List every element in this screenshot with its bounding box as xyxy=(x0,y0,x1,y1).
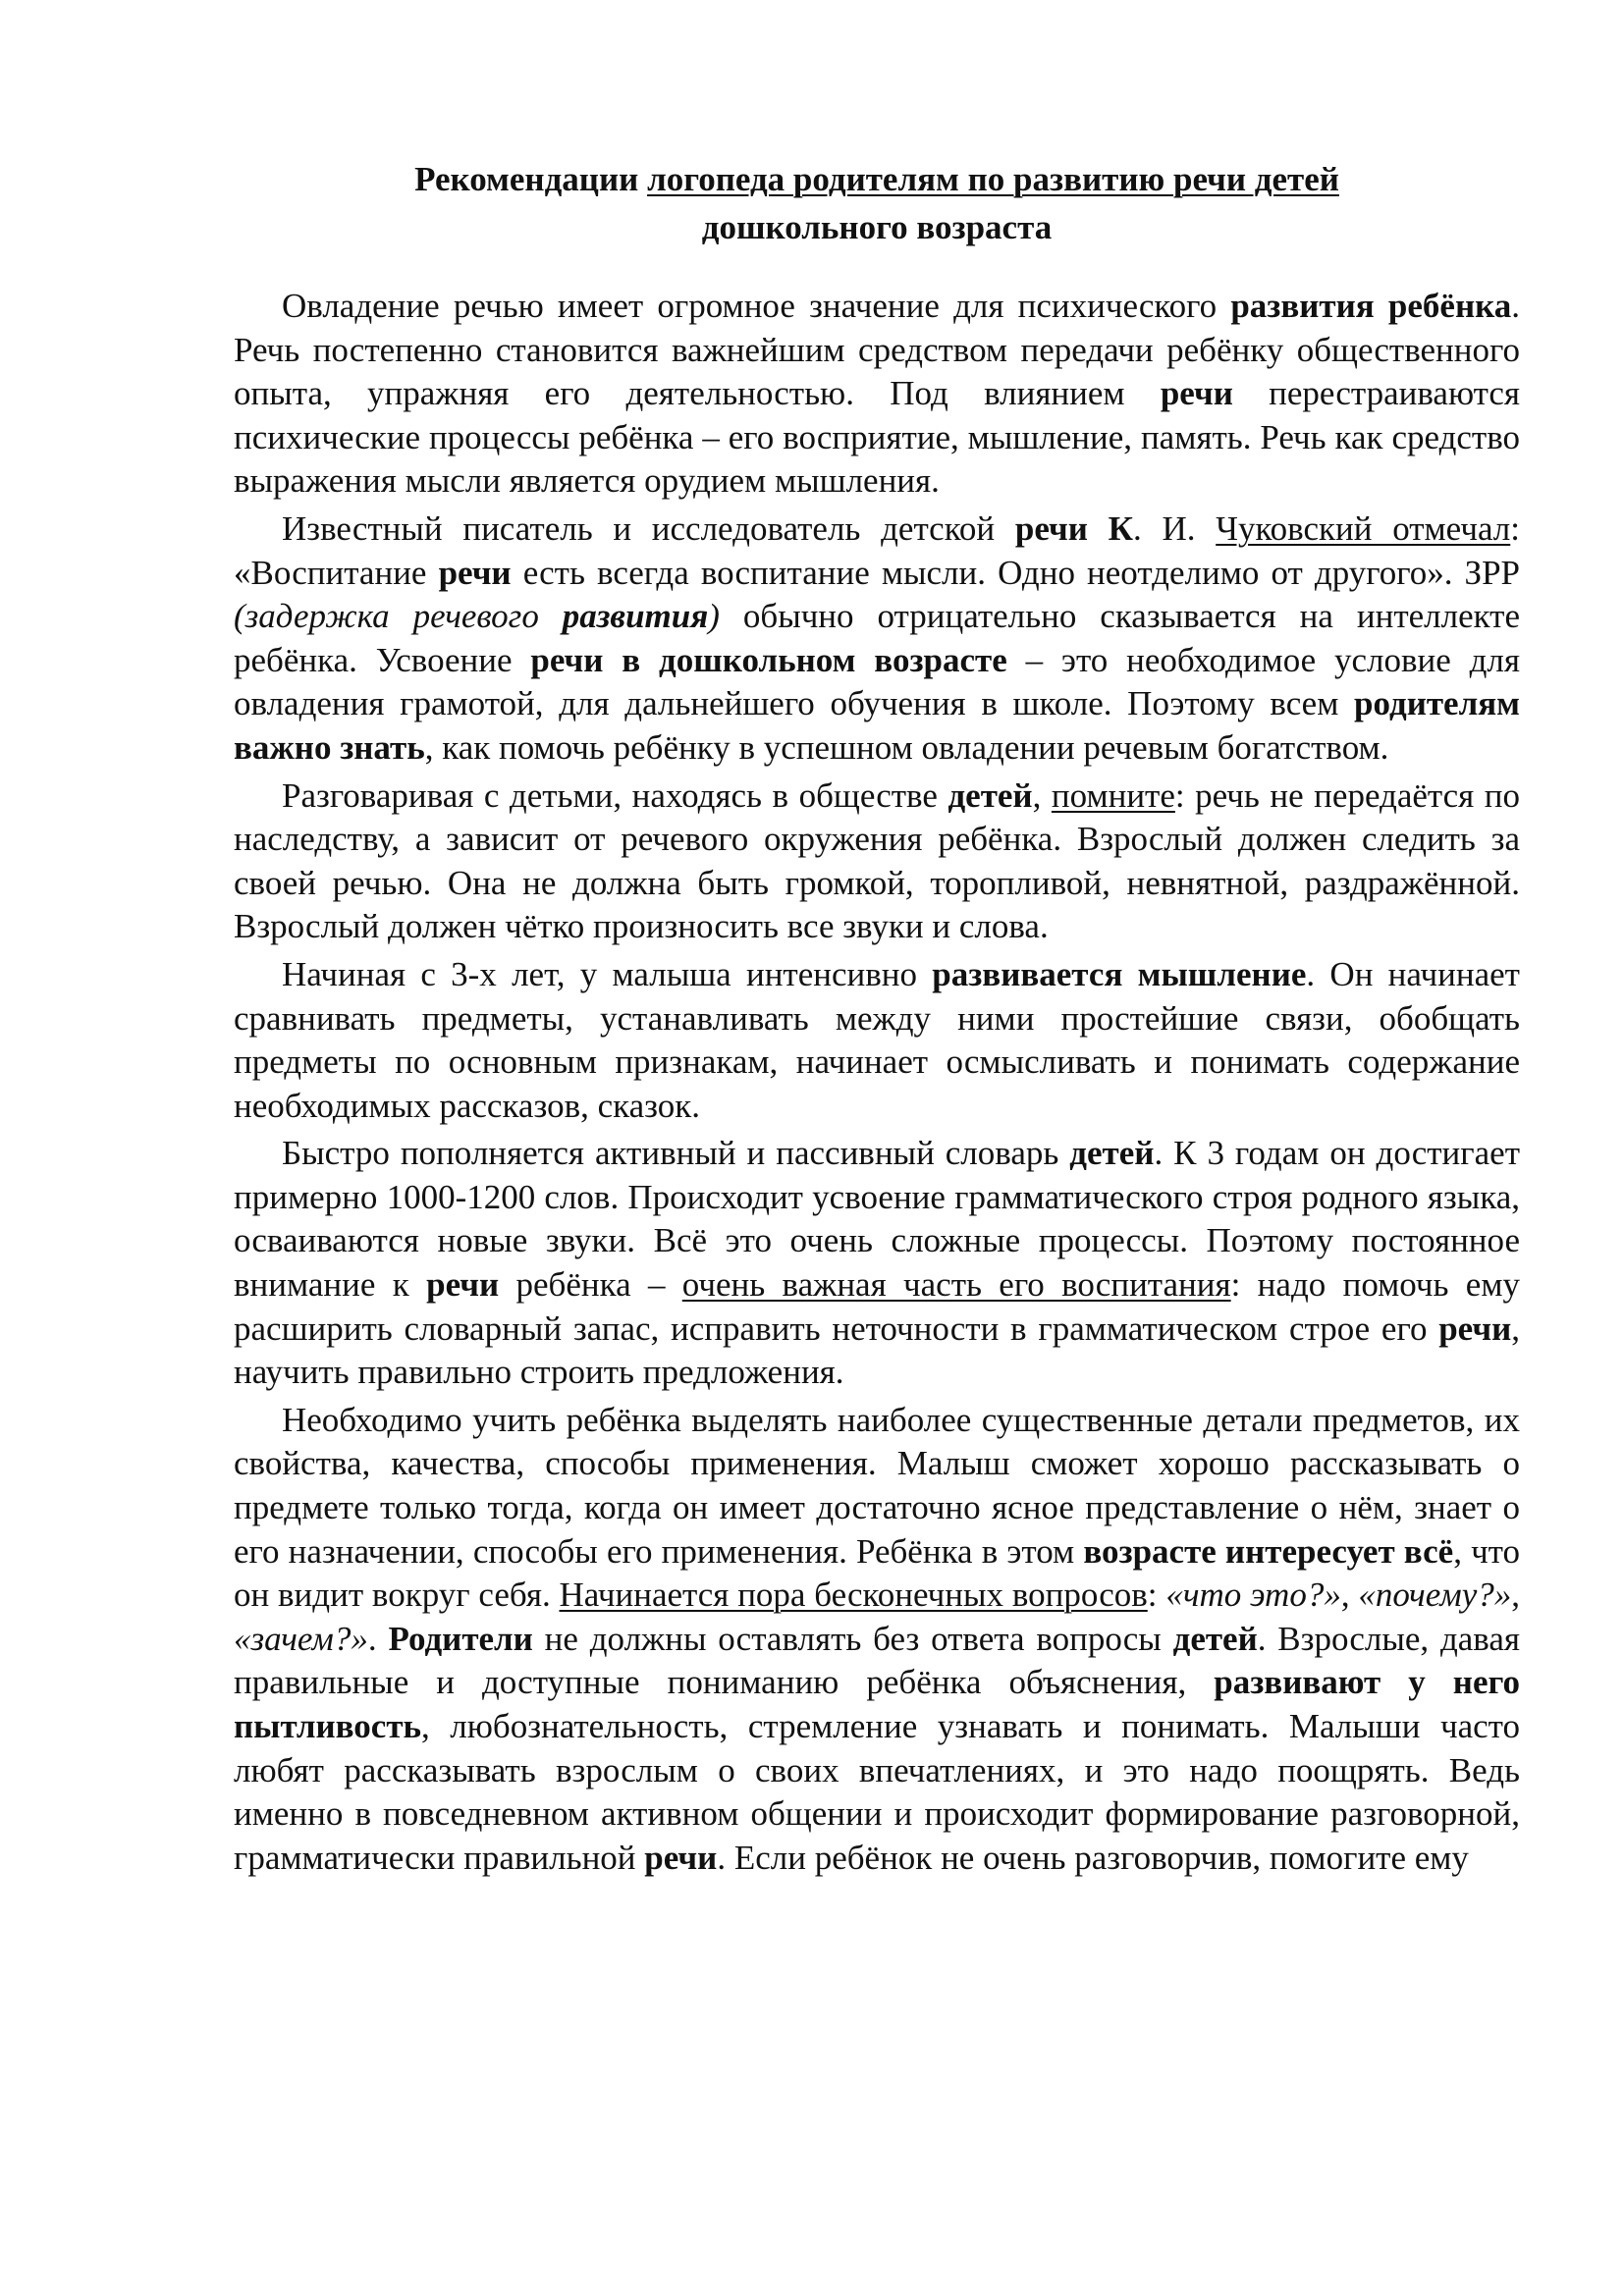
text-run: Известный писатель и исследователь детской xyxy=(282,508,1015,548)
text-run: . Он начинает сравнивать предметы, устанавливать между ними простейшие связи, обобщать предметы по основным признакам, начинает осмысливать и понимать содержание необходимых рассказов, сказок. xyxy=(234,954,1520,1125)
text-run: , xyxy=(1032,775,1052,815)
text-run: . Взрослые, давая правильные и доступные пониманию ребёнка объяснения, xyxy=(234,1619,1521,1702)
title-line-2: дошкольного возраста xyxy=(701,208,1053,246)
text-run: : речь не передаётся по наследству, а зависит от речевого окружения ребёнка. Взрослый должен следить за своей речью. Она не должна быть громкой, торопливой, невнятной, раздражённой. Взрослый должен чётко произносить все звуки и слова. xyxy=(234,775,1521,946)
underlined-run: Начинается пора бесконечных вопросов xyxy=(559,1575,1148,1615)
bold-run: детей xyxy=(1172,1619,1258,1658)
italic-run: «зачем?» xyxy=(234,1619,368,1658)
bold-run: речи xyxy=(1438,1308,1512,1348)
bold-run: детей xyxy=(947,775,1033,815)
text-run: Быстро пополняется активный и пассивный словарь xyxy=(282,1134,1070,1173)
bold-run: развивается мышление xyxy=(932,954,1307,993)
paragraph-4 xyxy=(234,953,1520,1128)
bold-run: речи в дошкольном возрасте xyxy=(530,640,1007,679)
text-run: ребёнка – xyxy=(499,1265,682,1305)
bold-run: речи xyxy=(1160,374,1233,413)
text-run: . К 3 годам он достигает примерно 1000-1200 слов. Происходит усвоение грамматического строя родного языка, осваиваются новые звуки. Всё это очень сложные процессы. Поэтому постоянное внимание к xyxy=(234,1134,1520,1305)
text-run: обычно отрицательно сказывается на интеллекте ребёнка. Усвоение xyxy=(234,597,1520,679)
paragraph-2 xyxy=(234,507,1520,771)
title-part-plain: Рекомендации xyxy=(414,160,648,198)
text-run: Необходимо учить ребёнка выделять наиболее существенные детали предметов, их свойства, качества, способы применения. Малыш сможет хорошо рассказывать о предмете только тогда, когда он имеет достаточно ясное представление о нём, знает о его назначении, способы его применения. Ребёнка в этом xyxy=(234,1400,1520,1571)
text-run: . Если ребёнок не очень разговорчив, помогите ему xyxy=(717,1838,1469,1877)
text-run: , что он видит вокруг себя. xyxy=(234,1531,1521,1615)
text-run: Начиная с 3-х лет, у малыша интенсивно xyxy=(282,954,933,993)
title-line-1 xyxy=(234,155,1520,203)
text-run: – это необходимое условие для овладения грамотой, для дальнейшего обучения в школе. Поэтому всем xyxy=(234,640,1520,723)
text-run: , любознательность, стремление узнавать и понимать. Малыши часто любят рассказывать взрослым о своих впечатлениях, и это надо поощрять. Ведь именно в повседневном активном общении и происходит формирование разговорной, грамматически правильной xyxy=(234,1707,1520,1877)
bold-run: родителям важно знать xyxy=(234,684,1520,767)
italic-run: «почему?» xyxy=(1358,1575,1512,1615)
paragraph-1 xyxy=(234,285,1520,504)
bold-run: детей xyxy=(1069,1134,1155,1173)
text-run: , научить правильно строить предложения. xyxy=(234,1308,1520,1392)
text-run: . И. xyxy=(1133,508,1217,548)
text-run: . Речь постепенно становится важнейшим средством передачи ребёнку общественного опыта, упражняя его деятельностью. Под влиянием xyxy=(234,287,1520,413)
bold-run: возрасте интересует всё xyxy=(1083,1531,1454,1571)
italic-run: «что это?» xyxy=(1165,1575,1341,1615)
paragraph-5 xyxy=(234,1132,1520,1395)
document-body xyxy=(234,285,1520,1884)
text-run: : надо помочь ему расширить словарный запас, исправить неточности в грамматическом строе его xyxy=(234,1265,1520,1348)
text-run: : xyxy=(1147,1575,1166,1615)
underlined-run: помните xyxy=(1051,775,1175,815)
bold-run: речи К xyxy=(1014,508,1133,548)
page-title xyxy=(234,155,1520,251)
bold-run: речи xyxy=(438,553,512,592)
text-run: Разговаривая с детьми, находясь в обществе xyxy=(282,775,948,815)
bold-run: речи xyxy=(426,1265,500,1305)
bold-italic-run: развития xyxy=(562,597,709,636)
title-part-underlined: логопеда родителям по развитию речи детей xyxy=(647,160,1339,198)
bold-run: Родители xyxy=(388,1619,533,1658)
italic-run: ) xyxy=(708,597,720,636)
italic-run: (задержка речевого xyxy=(234,597,563,636)
bold-run: развития ребёнка xyxy=(1230,287,1512,325)
text-run: , xyxy=(1340,1575,1359,1615)
paragraph-6 xyxy=(234,1399,1520,1881)
text-run: не должны оставлять без ответа вопросы xyxy=(532,1619,1173,1658)
paragraph-3 xyxy=(234,774,1520,949)
text-run: . xyxy=(367,1619,389,1658)
underlined-run: очень важная часть его воспитания xyxy=(681,1265,1231,1305)
text-run: , xyxy=(1511,1575,1520,1615)
text-run: Овладение речью имеет огромное значение для психического xyxy=(282,287,1231,325)
text-run: есть всегда воспитание мысли. Одно неотделимо от другого». ЗРР xyxy=(511,553,1521,592)
text-run: , как помочь ребёнку в успешном овладении речевым богатством. xyxy=(424,727,1389,767)
text-run: : «Воспитание xyxy=(234,508,1520,592)
bold-run: речи xyxy=(644,1838,718,1877)
text-run: перестраиваются психические процессы ребёнка – его восприятие, мышление, память. Речь как средство выражения мысли является орудием мышления. xyxy=(234,374,1520,501)
underlined-run: Чуковский отмечал xyxy=(1216,508,1511,548)
bold-run: развивают у него пытливость xyxy=(234,1663,1521,1745)
